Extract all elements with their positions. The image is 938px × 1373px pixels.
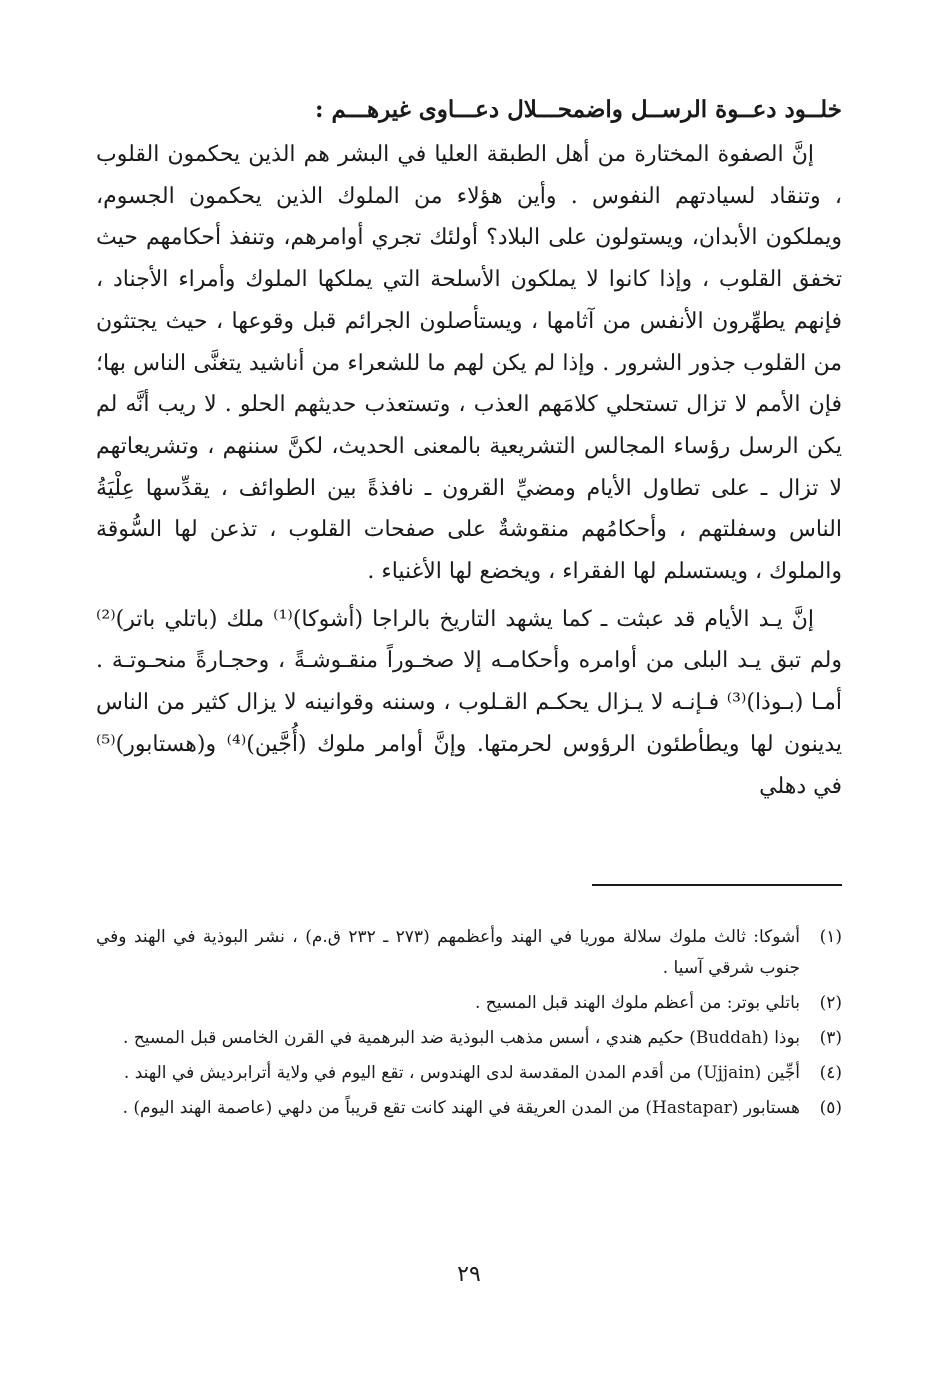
footnote-3 xyxy=(96,1023,842,1054)
footnote-2 xyxy=(96,988,842,1019)
paragraph-1: إنَّ الصفوة المختارة من أهل الطبقة العليا في البشر هم الذين يحكمون القلوب ، وتنقاد لسيادتهم النفوس . وأين هؤلاء من الملوك الذين يحكمون الجسوم، ويملكون الأبدان، ويستولون على البلاد؟ أولئك تجري أوامرهم، وتنفذ أحكامهم حيث تخفق القلوب ، وإذا كانوا لا يملكون الأسلحة التي يملكها الملوك وأمراء الأجناد ، فإنهم يطهِّرون الأنفس من آثامها ، ويستأصلون الجرائم قبل وقوعها ، حيث يجتثون من القلوب جذور الشرور . وإذا لم يكن لهم ما للشعراء من أناشيد يتغنَّى الناس بها؛ فإن الأمم لا تزال تستحلي كلامَهم العذب ، وتستعذب حديثهم الحلو . لا ريب أنَّه لم يكن الرسل رؤساء المجالس التشريعية بالمعنى الحديث، لكنَّ سننهم ، وتشريعاتهم لا تزال ـ على تطاول الأيام ومضيِّ القرون ـ نافذةً بين الطوائف ، يقدِّسها عِلْيَةُ الناس وسفلتهم ، وأحكامُهم منقوشةٌ على صفحات القلوب ، تذعن لها السُّوقة والملوك ، ويستسلم لها الفقراء ، ويخضع لها الأغنياء . xyxy=(96,142,842,585)
section-heading: خلــود دعــوة الرســل واضمحـــلال دعـــاوى غيرهـــم : xyxy=(314,96,842,123)
footnote-number: (٤) xyxy=(819,1063,842,1083)
footnote-number: (٣) xyxy=(819,1028,842,1048)
footnote-number: (١) xyxy=(819,927,842,947)
footnote-text: هستابور (Hastapar) من المدن العريقة في الهند كانت تقع قريباً من دلهي (عاصمة الهند اليوم) . xyxy=(122,1098,800,1118)
paragraph-2: إنَّ يـد الأيام قد عبثت ـ كما يشهد التاريخ بالراجا (أشوكا)⁽¹⁾ ملك (باتلي باتر)⁽²⁾ ولم تبق يـد البلى من أوامره وأحكامـه إلا صخـوراً منقـوشـةً ، وحجـارةً منحـوتـة . أمـا (بـوذا)⁽³⁾ فـإنـه لا يـزال يحكـم القـلوب ، وسننه وقوانينه لا يزال كثير من الناس يدينون لها ويطأطئون الرؤوس لحرمتها. وإنَّ أوامر ملوك (أُجَّين)⁽⁴⁾ و(هستابور)⁽⁵⁾ في دهلي xyxy=(96,606,842,799)
footnote-separator xyxy=(592,884,842,886)
main-text xyxy=(96,90,842,807)
footnote-text: باتلي بوتر: من أعظم ملوك الهند قبل المسيح . xyxy=(474,993,800,1013)
footnote-1 xyxy=(96,922,842,984)
footnote-text: أشوكا: ثالث ملوك سلالة موريا في الهند وأعظمهم (٢٧٣ ـ ٢٣٢ ق.م) ، نشر البوذية في الهند وفي جنوب شرقي آسيا . xyxy=(96,927,801,978)
footnote-5 xyxy=(96,1093,842,1124)
footnote-number: (٢) xyxy=(819,993,842,1013)
footnote-4 xyxy=(96,1058,842,1089)
footnote-text: أجِّين (Ujjain) من أقدم المدن المقدسة لدى الهندوس ، تقع اليوم في ولاية أترابرديش في الهند . xyxy=(123,1063,800,1083)
footnotes xyxy=(96,922,842,1128)
footnote-number: (٥) xyxy=(819,1098,842,1118)
page-number: ٢٩ xyxy=(457,1262,481,1287)
footnote-text: بوذا (Buddah) حكيم هندي ، أسس مذهب البوذية ضد البرهمية في القرن الخامس قبل المسيح . xyxy=(123,1028,800,1048)
